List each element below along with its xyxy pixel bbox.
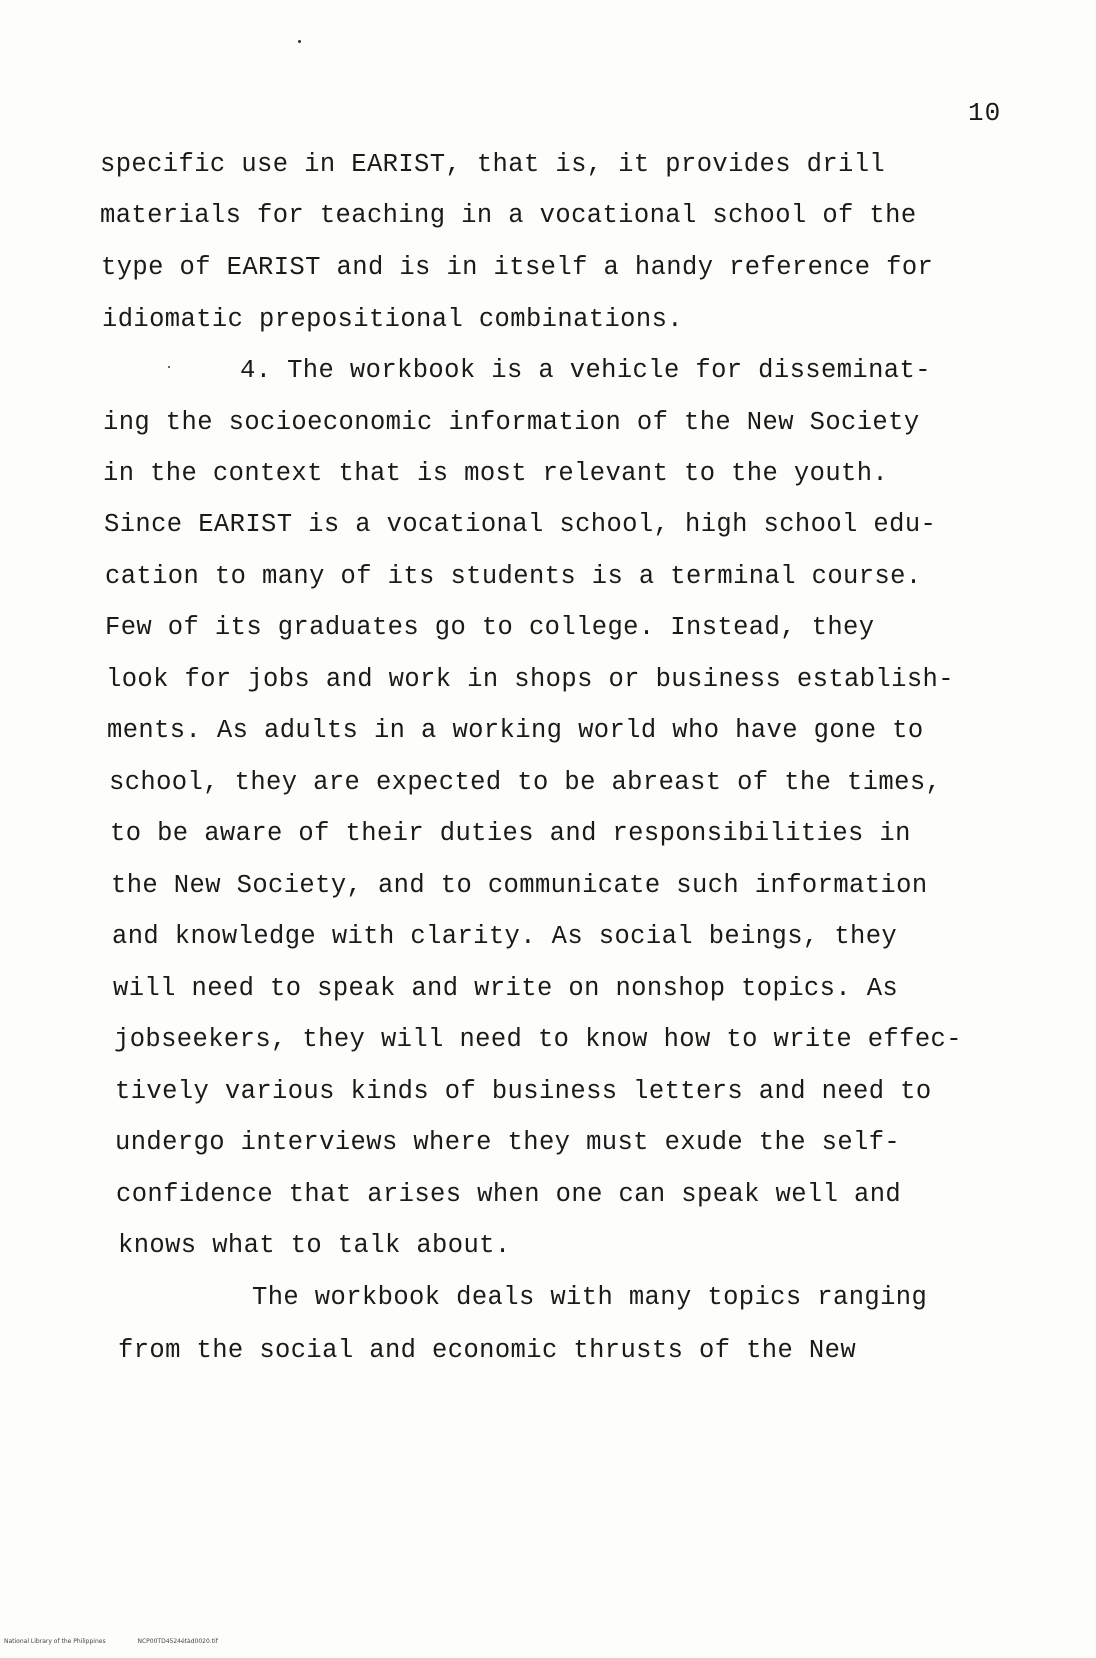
text-line: school, they are expected to be abreast of the times, <box>109 768 942 797</box>
text-line: Since EARIST is a vocational school, high school edu- <box>104 510 937 539</box>
text-line: 4. The workbook is a vehicle for disseminat- <box>240 356 931 385</box>
text-line: tively various kinds of business letters and need to <box>115 1077 932 1106</box>
scan-speck <box>168 366 170 368</box>
text-line: The workbook deals with many topics ranging <box>252 1283 928 1312</box>
text-line: materials for teaching in a vocational school of the <box>100 201 917 230</box>
text-line: jobseekers, they will need to know how to write effec- <box>114 1025 962 1054</box>
text-line: knows what to talk about. <box>118 1231 511 1260</box>
text-line: the New Society, and to communicate such information <box>111 871 928 900</box>
footer-file-id: NCP00TD4524étàd0020.tif <box>137 1638 218 1645</box>
footer-library: National Library of the Philippines <box>4 1638 106 1645</box>
text-line: Few of its graduates go to college. Instead, they <box>105 613 875 642</box>
text-line: and knowledge with clarity. As social beings, they <box>112 922 898 951</box>
text-line: will need to speak and write on nonshop topics. As <box>113 974 899 1003</box>
scan-speck <box>298 40 301 43</box>
text-line: specific use in EARIST, that is, it provides drill <box>100 150 886 179</box>
text-line: ing the socioeconomic information of the New Society <box>103 408 920 437</box>
text-line: cation to many of its students is a terminal course. <box>105 562 922 591</box>
text-line: to be aware of their duties and responsibilities in <box>110 819 911 848</box>
text-line: confidence that arises when one can speak well and <box>116 1180 902 1209</box>
text-line: from the social and economic thrusts of the New <box>118 1336 857 1365</box>
text-line: look for jobs and work in shops or business establish- <box>106 665 954 694</box>
text-line: type of EARIST and is in itself a handy reference for <box>101 253 934 282</box>
scan-footer <box>4 1638 248 1645</box>
text-line: in the context that is most relevant to the youth. <box>103 459 889 488</box>
page-number: 10 <box>968 98 1002 128</box>
text-line: idiomatic prepositional combinations. <box>102 305 683 334</box>
text-line: undergo interviews where they must exude the self- <box>115 1128 901 1157</box>
text-line: ments. As adults in a working world who have gone to <box>107 716 924 745</box>
